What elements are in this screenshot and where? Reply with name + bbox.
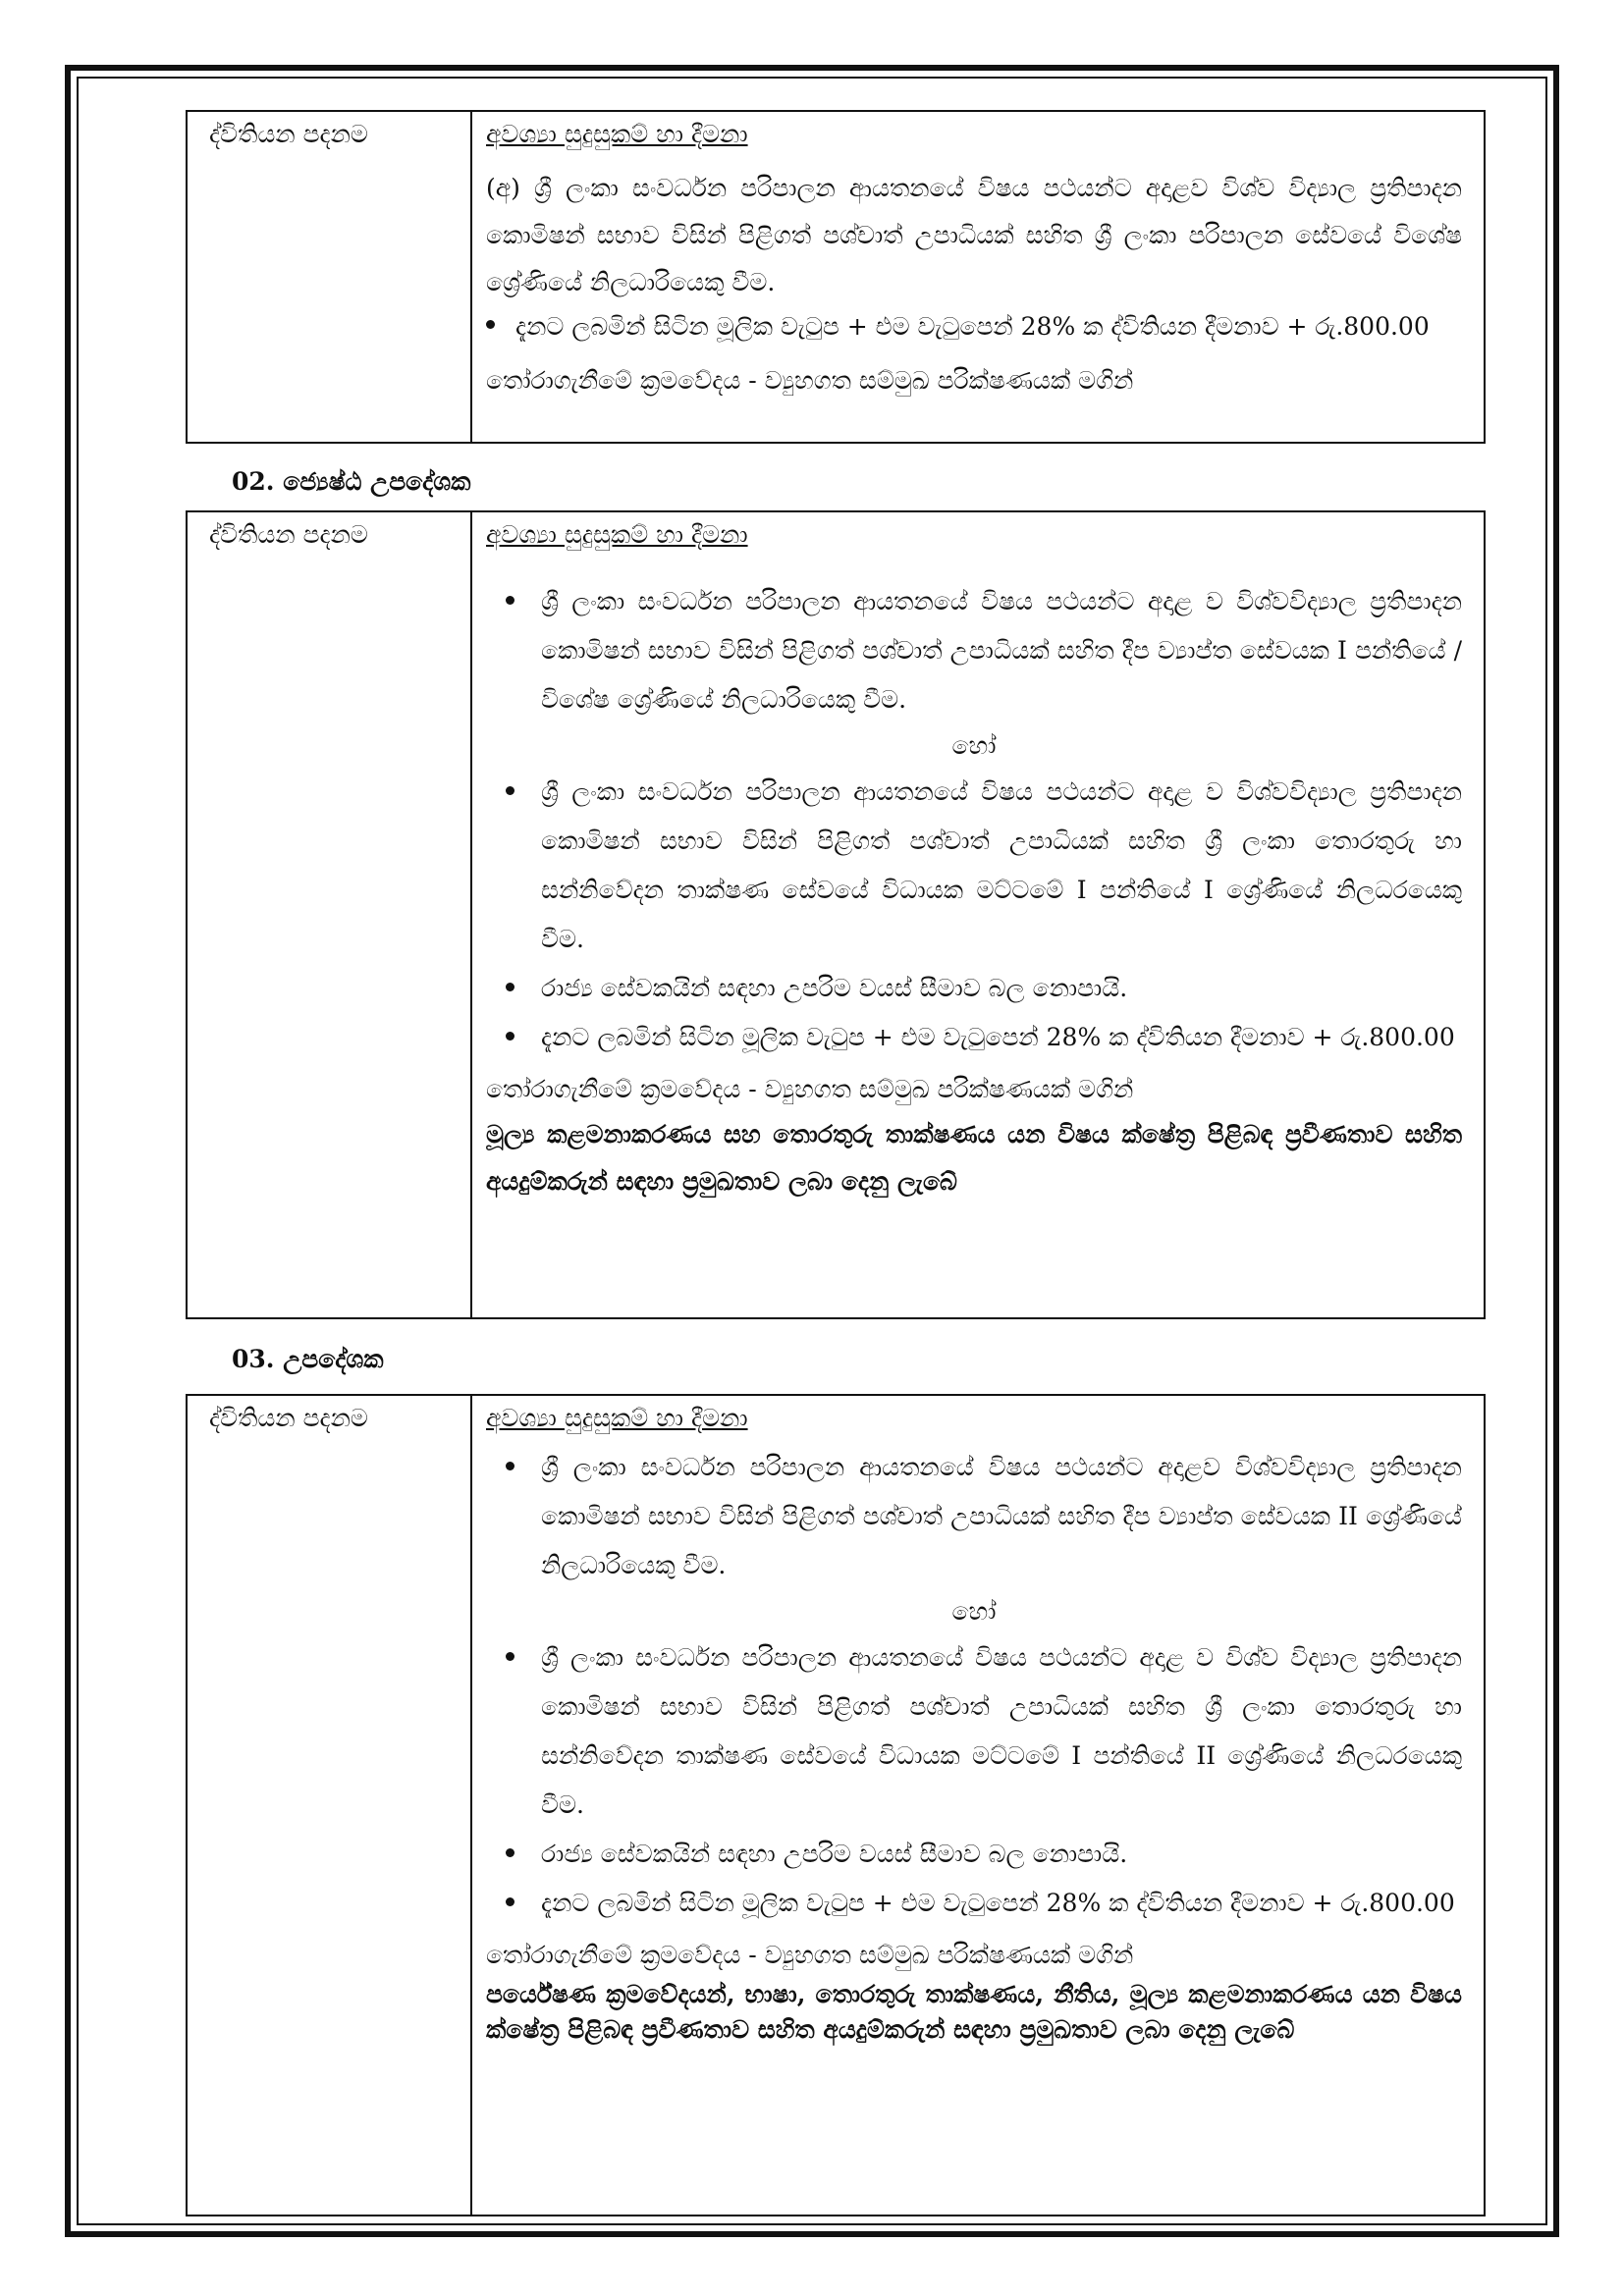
section1-selection: තෝරාගැනීමේ ක්‍රමවේදය - ව්‍යුහගත සම්මුඛ පරික්ෂණයක් මගින් [486,366,1134,395]
section3-priority: පර්යේෂණ ක්‍රමවේදයන්, භාෂා, තොරතුරු තාක්ෂණය, නීතිය, මූල්‍ය කළමනාකරණය යන විෂය ක්ෂේත්‍ර පිළිබඳ ප්‍රවීණතාව සහිත අයදුම්කරුන් සඳහා ප්‍රමුඛතාව ලබා දෙනු ලැබේ [486,1980,1462,2044]
bullet-icon [486,1013,541,1062]
section2-selection: තෝරාගැනීමේ ක්‍රමවේදය - ව්‍යුහගත සම්මුඛ පරික්ෂණයක් මගින් [486,1075,1134,1103]
section2-content [472,512,1484,1317]
section2-bullet-2: ශ්‍රී ලංකා සංවර්ධන පරිපාලන ආයතනයේ විෂය පථයන්ට අදාළ ව විශ්වවිද්‍යාල ප්‍රතිපාදන කොමිෂන් සභාව විසින් පිළිගත් පශ්චාත් උපාධියක් සහිත ශ්‍රී ලංකා තොරතුරු හා සන්නිවේදන තාක්ෂණ සේවයේ විධායක මට්ටමේ I පන්තියේ I ශ්‍රේණියේ නිලධරයෙකු වීම. [486,768,1462,964]
section1-content [472,112,1484,442]
section3-left-label: ද්විතියන පදනම [188,1396,472,2215]
section2-priority: මූල්‍ය කළමනාකරණය සහ තොරතුරු තාක්ෂණය යන විෂය ක්ෂේත්‍ර පිළිබඳ ප්‍රවීණතාව සහිත අයදුම්කරුන් සඳහා ප්‍රමුඛතාව ලබා දෙනු ලැබේ [486,1120,1462,1196]
section3-content [472,1396,1484,2215]
bullet-icon [486,1879,541,1928]
bullet-icon [486,1633,541,1830]
section1-header: අවශ්‍යා සුදුසුකම් හා දීමනා [486,120,748,148]
section2-table [186,510,1486,1319]
section3-bullet-1: ශ්‍රී ලංකා සංවර්ධන පරිපාලන ආයතනයේ විෂය පථයන්ට අදාළව විශ්වවිද්‍යාල ප්‍රතිපාදන කොමිෂන් සභාව විසින් පිළිගත් පශ්චාත් උපාධියක් සහිත දීප ව්‍යාප්ත සේවයක II ශ්‍රේණියේ නිලධාරියෙකු වීම. [486,1443,1462,1590]
section1-left-label: ද්විතියන පදනම [188,112,472,442]
section2-title: 02. ජ්‍යෙෂ්ඨ උපදේශක [232,467,471,496]
section2-header: අවශ්‍යා සුදුසුකම් හා දීමනා [486,520,748,549]
section3-or: හෝ [951,1597,997,1626]
bullet-icon [486,306,515,347]
section2-bullet-4: දැනට ලබමින් සිටින මූලික වැටුප + එම වැටුපෙන් 28% ක ද්විතියන දීමනාව + රු.800.00 [486,1013,1462,1062]
section2-bullet-1: ශ්‍රී ලංකා සංවර්ධන පරිපාලන ආයතනයේ විෂය පථයන්ට අදාළ ව විශ්වවිද්‍යාල ප්‍රතිපාදන කොමිෂන් සභාව විසින් පිළිගත් පශ්චාත් උපාධියක් සහිත දීප ව්‍යාප්ත සේවයක I පන්තියේ / විශේෂ ශ්‍රේණියේ නිලධාරියෙකු වීම. [486,577,1462,724]
section2-or: හෝ [951,731,997,760]
bullet-icon [486,577,541,724]
section1-bullet [486,306,1462,347]
section1-table [186,110,1486,444]
section1-para-a: (අ) ශ්‍රී ලංකා සංවර්ධන පරිපාලන ආයතනයේ විෂය පථයන්ට අදාළව විශ්ව විද්‍යාල ප්‍රතිපාදන කොමිෂන් සභාව විසින් පිළිගත් පශ්චාත් උපාධියක් සහිත ශ්‍රී ලංකා පරිපාලන සේවයේ විශේෂ ශ්‍රේණියේ නිලධාරියෙකු වීම. [486,174,1462,296]
section1-bullet-text: දැනට ලබමින් සිටින මූලික වැටුප + එම වැටුපෙන් 28% ක ද්විතියන දීමනාව + රු.800.00 [515,312,1430,341]
section3-selection: තෝරාගැනීමේ ක්‍රමවේදය - ව්‍යුහගත සම්මුඛ පරික්ෂණයක් මගින් [486,1941,1134,1969]
section3-bullet-2: ශ්‍රී ලංකා සංවර්ධන පරිපාලන ආයතනයේ විෂය පථයන්ට අදාළ ව විශ්ව විද්‍යාල ප්‍රතිපාදන කොමිෂන් සභාව විසින් පිළිගත් පශ්චාත් උපාධියක් සහිත ශ්‍රී ලංකා තොරතුරු හා සන්නිවේදන තාක්ෂණ සේවයේ විධායක මට්ටමේ I පන්තියේ II ශ්‍රේණියේ නිලධරයෙකු වීම. [486,1633,1462,1830]
section3-table [186,1394,1486,2216]
section2-left-label: ද්විතියන පදනම [188,512,472,1317]
section3-title: 03. උපදේශක [232,1345,384,1373]
section2-bullet-3: රාජ්‍ය සේවකයින් සඳහා උපරිම වයස් සීමාව බල නොපායි. [486,964,1462,1013]
bullet-icon [486,964,541,1013]
section3-bullet-3: රාජ්‍ය සේවකයින් සඳහා උපරිම වයස් සීමාව බල නොපායි. [486,1830,1462,1879]
bullet-icon [486,1830,541,1879]
section3-bullet-4: දැනට ලබමින් සිටින මූලික වැටුප + එම වැටුපෙන් 28% ක ද්විතියන දීමනාව + රු.800.00 [486,1879,1462,1928]
section3-header: අවශ්‍යා සුදුසුකම් හා දීමනා [486,1404,748,1432]
bullet-icon [486,768,541,964]
bullet-icon [486,1443,541,1590]
